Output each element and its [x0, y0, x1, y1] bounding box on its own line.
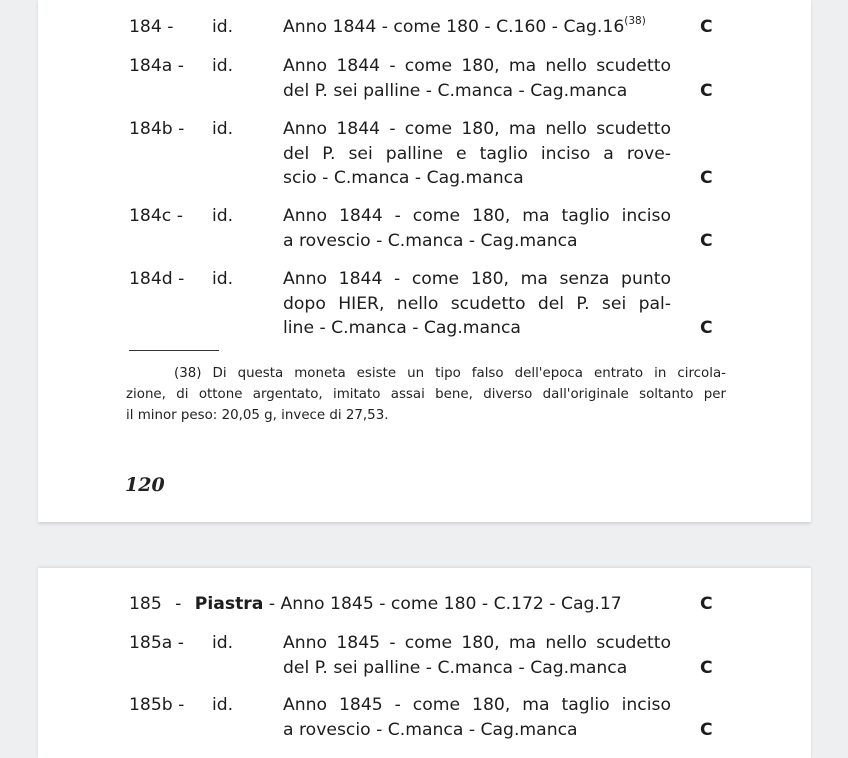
entry-type: id.: [212, 269, 234, 289]
description-line: Anno 1844 - come 180, ma nello scudetto: [283, 56, 671, 76]
entry-description: [283, 267, 671, 341]
rarity-grade: C: [700, 17, 713, 37]
description-line: a rovescio - C.manca - Cag.manca: [283, 719, 578, 740]
entry-number: 184 -: [129, 17, 174, 37]
entry-number: 184b -: [129, 119, 185, 139]
entry-number: 184c -: [129, 206, 183, 226]
entry-number: 184d -: [129, 269, 185, 289]
description-line: Anno 1844 - come 180, ma taglio inciso: [283, 206, 671, 226]
description-line: Anno 1844 - come 180 - C.160 - Cag.16: [283, 17, 625, 37]
entry-type: id.: [212, 56, 234, 76]
entry-type: id.: [212, 695, 234, 715]
catalog-page-next: [38, 568, 811, 758]
description-line: scio - C.manca - Cag.manca: [283, 168, 524, 188]
separator: -: [175, 594, 182, 614]
entry-description: [283, 117, 671, 191]
entry-description: [283, 693, 671, 742]
description-line: del P. sei palline - C.manca - Cag.manca: [283, 80, 628, 101]
entry-number: 185b -: [129, 695, 185, 715]
entry-type: id.: [212, 633, 234, 653]
coin-name: Piastra: [194, 594, 264, 614]
entry-description: [283, 15, 671, 40]
footnote-38: [126, 363, 726, 426]
rarity-grade: C: [700, 230, 713, 251]
description-line: Anno 1844 - come 180, ma senza punto: [283, 269, 671, 289]
description-line: line - C.manca - Cag.manca: [283, 318, 521, 338]
footnote-line: (38) Di questa moneta esiste un tipo falso dell'epoca entrato in circola-: [174, 366, 726, 381]
description-line: Anno 1844 - come 180, ma nello scudetto: [283, 119, 671, 139]
entry-number: 185a -: [129, 633, 185, 653]
entry-type: id.: [212, 17, 234, 37]
rarity-grade: C: [700, 168, 713, 188]
rarity-grade: C: [700, 657, 713, 678]
entry-number: 184a -: [129, 56, 185, 76]
footnote-divider: [129, 350, 219, 351]
description-line: Anno 1845 - come 180, ma nello scudetto: [283, 633, 671, 653]
entry-description: [283, 631, 671, 680]
description-line: Anno 1845 - come 180, ma taglio inciso: [283, 695, 671, 715]
rarity-grade: C: [700, 80, 713, 101]
entry-type: id.: [212, 206, 234, 226]
rarity-grade: C: [700, 719, 713, 740]
footnote-line: il minor peso: 20,05 g, invece di 27,53.: [126, 408, 389, 423]
entry-type: id.: [212, 119, 234, 139]
description-line: del P. sei palline - C.manca - Cag.manca: [283, 657, 628, 678]
rarity-grade: C: [700, 318, 713, 338]
description-line: a rovescio - C.manca - Cag.manca: [283, 230, 578, 251]
entry-description: - Anno 1845 - come 180 - C.172 - Cag.17: [268, 594, 622, 614]
entry-line: [129, 592, 622, 617]
footnote-ref: (38): [624, 15, 646, 28]
description-line: dopo HIER, nello scudetto del P. sei pal-: [283, 293, 671, 314]
description-line: del P. sei palline e taglio inciso a rove-: [283, 143, 671, 164]
footnote-line: zione, di ottone argentato, imitato assai bene, diverso dall'originale soltanto per: [126, 387, 726, 402]
entry-description: [283, 204, 671, 253]
rarity-grade: C: [700, 594, 713, 614]
entry-description: [283, 54, 671, 103]
entry-number: 185: [129, 594, 162, 614]
page-number: 120: [125, 474, 165, 496]
catalog-page-120: [38, 0, 811, 522]
